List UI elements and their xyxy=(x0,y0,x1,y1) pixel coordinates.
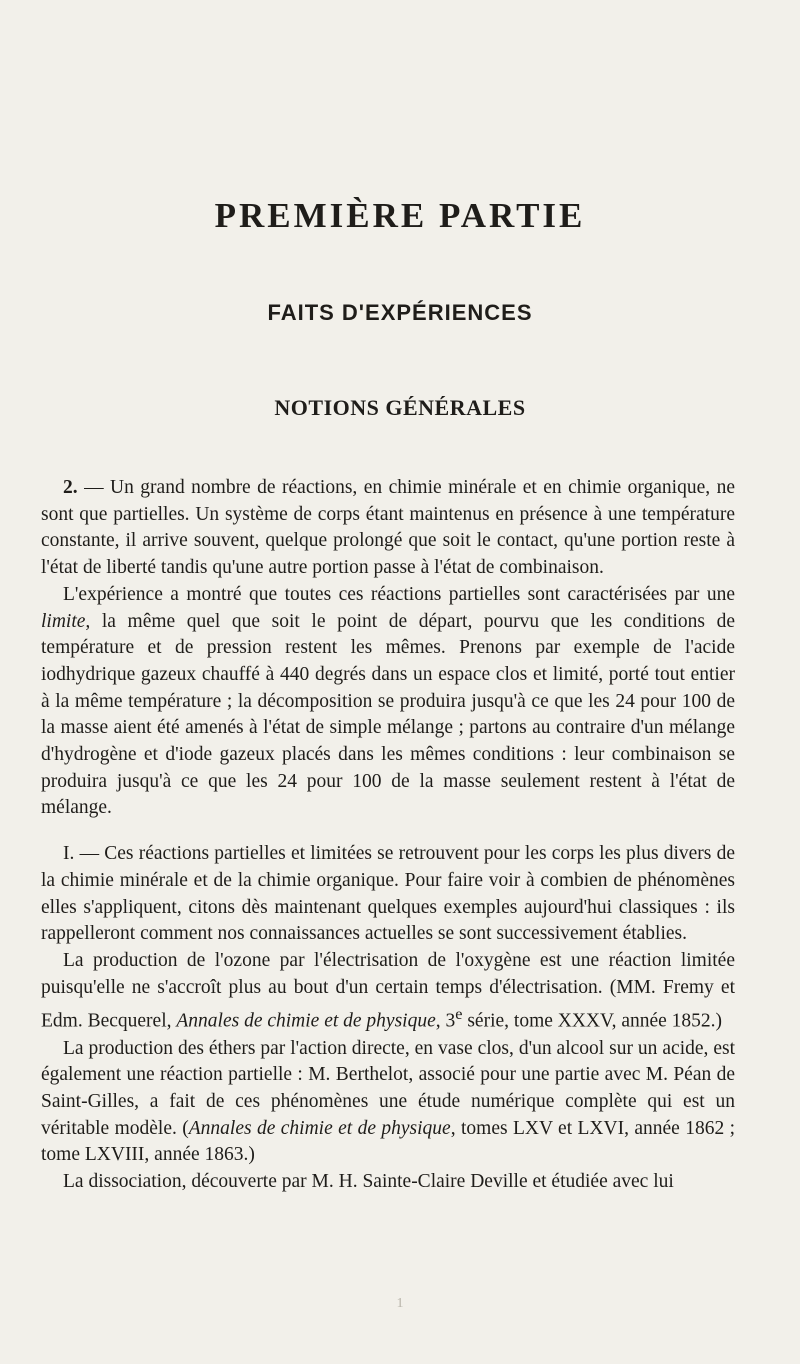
signature-mark: 1 xyxy=(396,1296,404,1311)
paragraph-2: 2. — Un grand nombre de réactions, en chimie minérale et en chimie organique, ne sont que partielles. Un système de corps étant maintenus en présence à une température constante, il arrive souvent, quelque prolongé que soit le contact, qu'une portion reste à l'état de liberté tandis qu'une autre portion passe à l'état de combinaison. xyxy=(41,477,735,579)
term-limite: limite, xyxy=(41,610,91,632)
paragraph-number: I. xyxy=(63,843,75,865)
part-title: PREMIÈRE PARTIE xyxy=(214,196,586,235)
paragraph-dissociation: La dissociation, découverte par M. H. Sainte-Claire Deville et étudiée avec lui xyxy=(63,1171,674,1193)
paragraph-number: 2. xyxy=(63,477,78,498)
section-title: NOTIONS GÉNÉRALES xyxy=(274,395,526,420)
chapter-title: FAITS D'EXPÉRIENCES xyxy=(267,300,533,325)
paragraph-limit: L'expérience a montré que toutes ces réactions partielles sont caractérisées par une limite, la même quel que soit le point de départ, pourvu que les conditions de température et de pression restent les mêmes. Prenons par exemple de l'acide iodhydrique gazeux chauffé à 440 degrés dans un espace clos et limité, porté tout entier à la même température ; la décomposition se produira jusqu'à ce que les 24 pour 100 de la masse aient été amenés à l'état de simple mélange ; partons au contraire d'un mélange d'hydrogène et d'iode gazeux placés dans les mêmes conditions : leur combinaison se produira jusqu'à ce que les 24 pour 100 de la masse seulement restent à l'état de mélange. xyxy=(41,583,735,819)
journal-citation: Annales de chimie et de physique xyxy=(176,1010,436,1032)
journal-citation: Annales de chimie et de physique xyxy=(188,1117,451,1139)
paragraph-ethers: La production des éthers par l'action directe, en vase clos, d'un alcool sur un acide, est également une réaction partielle : M. Berthelot, associé pour une partie avec M. Péan de Saint-Gilles, a fait de ces phénomènes une étude numérique complète qui est un véritable modèle. (Annales de chimie et de physique, tomes LXV et LXVI, année 1862 ; tome LXVIII, année 1863.) xyxy=(41,1037,736,1166)
body-text xyxy=(41,475,735,1196)
paragraph-ozone: La production de l'ozone par l'électrisation de l'oxygène est une réaction limitée puisqu'elle ne s'accroît plus au bout d'un certain temps d'électrisation. (MM. Fremy et Edm. Becquerel, Annales de chimie et de physique, 3e série, tome XXXV, année 1852.) xyxy=(41,949,735,1032)
paragraph-I: I. — Ces réactions partielles et limitées se retrouvent pour les corps les plus divers de la chimie minérale et de la chimie organique. Pour faire voir à combien de phénomènes elles s'appliquent, citons dès maintenant quelques exemples aujourd'hui classiques : ils rappelleront comment nos connaissances actuelles se sont successivement établies. xyxy=(41,843,735,945)
